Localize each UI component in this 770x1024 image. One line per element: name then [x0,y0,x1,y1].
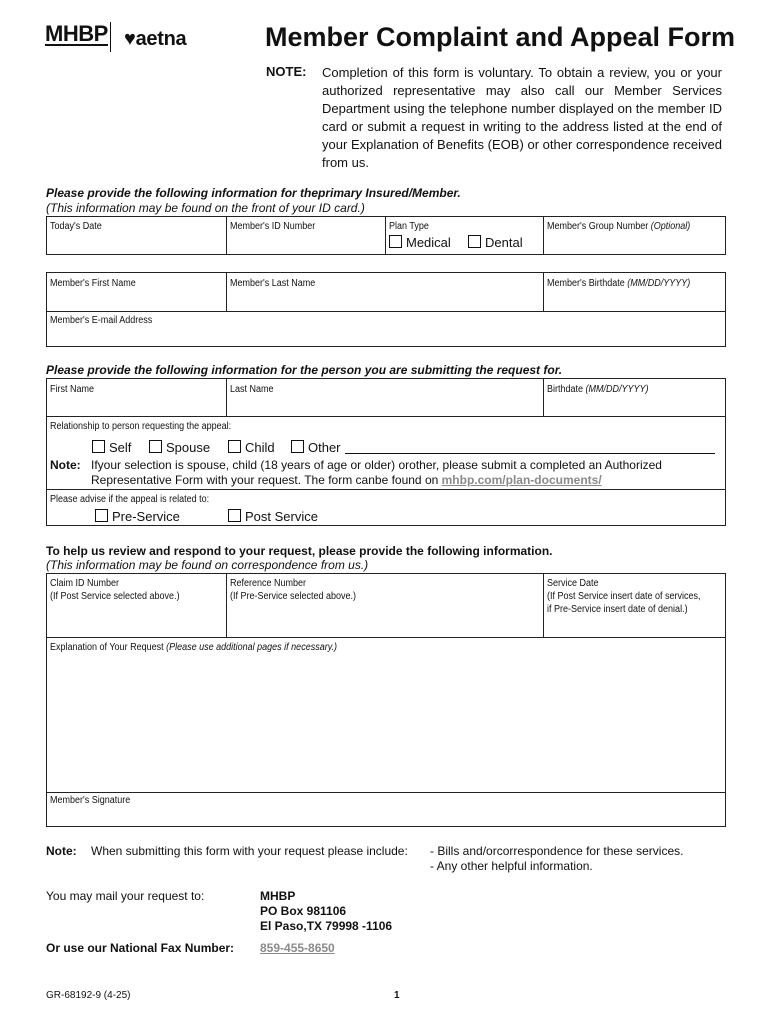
last-name-label: Last Name [230,384,274,395]
member-first-name-field[interactable] [47,273,227,311]
page-title: Member Complaint and Appeal Form [265,22,736,52]
mail-label: You may mail your request to: [46,889,205,903]
section1-subheading: (This information may be found on the front of your ID card.) [46,201,365,215]
request-details-box [46,573,726,827]
section3-subheading: (This information may be found on correspondence from us.) [46,558,369,572]
medical-option[interactable] [389,235,451,250]
explanation-label: Explanation of Your Request (Please use additional pages if necessary.) [50,642,338,653]
footer-bullet-2: - Any other helpful information. [430,859,593,873]
footer-note-text: When submitting this form with your request please include: [91,844,408,858]
address-line-1: MHBP [260,889,296,903]
self-checkbox[interactable] [92,440,105,453]
reference-number-sublabel: (If Pre-Service selected above.) [230,591,357,602]
page-number: 1 [394,990,400,1001]
medical-checkbox[interactable] [389,235,402,248]
other-checkbox[interactable] [291,440,304,453]
pre-service-option[interactable] [95,509,180,524]
service-date-sublabel2: if Pre-Service insert date of denial.) [547,604,688,615]
medical-label: Medical [406,235,451,250]
birthdate-label: Birthdate (MM/DD/YYYY) [547,384,649,395]
aetna-logo [124,28,186,51]
first-name-label: First Name [50,384,95,395]
member-id-label: Member's ID Number [230,221,316,232]
dental-checkbox[interactable] [468,235,481,248]
member-birthdate-label: Member's Birthdate (MM/DD/YYYY) [547,278,691,289]
note-text: Completion of this form is voluntary. To obtain a review, you or your authorized representative may also call our Member Services Department using the telephone number displayed on the member ID card or submit a request in writing to the address listed at the end of your Explanation of Benefits (EOB) or other correspondence received from us. [322,65,722,170]
aetna-logo-text: aetna [135,28,187,50]
spouse-option[interactable] [149,440,210,455]
section3-heading: To help us review and respond to your request, please provide the following information. [46,544,553,558]
dental-label: Dental [485,235,523,250]
other-option[interactable] [291,440,341,455]
mhbp-logo: MHBP [45,21,108,46]
claim-id-field[interactable] [47,574,227,637]
birthdate-field[interactable] [544,379,726,416]
other-input-line[interactable] [345,453,715,454]
child-checkbox[interactable] [228,440,241,453]
footer-note-label: Note: [46,844,77,858]
logo-divider [110,22,111,52]
appeal-related-label: Please advise if the appeal is related to: [50,494,210,505]
mail-address [260,889,392,934]
address-line-3: El Paso,TX 79998 -1106 [260,919,393,933]
plan-type-label: Plan Type [389,221,429,232]
post-service-option[interactable] [228,509,318,524]
spouse-label: Spouse [166,440,211,455]
member-email-field[interactable] [47,311,726,347]
member-birthdate-field[interactable] [544,273,726,311]
section2-heading: Please provide the following information for the person you are submitting the request for. [46,363,563,377]
pre-service-checkbox[interactable] [95,509,108,522]
service-date-label: Service Date [547,578,599,589]
form-code: GR-68192-9 (4-25) [46,990,131,1001]
self-label: Self [109,440,132,455]
service-date-sublabel1: (If Post Service insert date of services, [547,591,701,602]
post-service-label: Post Service [245,509,318,524]
other-label: Other [308,440,341,455]
note-label: NOTE: [266,64,307,79]
service-date-field[interactable] [544,574,726,637]
reference-number-label: Reference Number [230,578,307,589]
spouse-checkbox[interactable] [149,440,162,453]
child-label: Child [245,440,275,455]
group-number-label: Member's Group Number (Optional) [547,221,691,232]
claim-id-sublabel: (If Post Service selected above.) [50,591,180,602]
plan-type-field [386,217,544,254]
relationship-note-text: Ifyour selection is spouse, child (18 years of age or older) orother, please submit a completed an Authorized Representative Form with your request. The form canbe found on [91,458,662,487]
claim-id-label: Claim ID Number [50,578,120,589]
relationship-note-label: Note: [50,458,81,472]
request-person-box [46,378,726,526]
relationship-label: Relationship to person requesting the appeal: [50,421,232,432]
last-name-field[interactable] [227,379,544,416]
signature-field[interactable] [47,792,726,827]
signature-label: Member's Signature [50,795,131,806]
member-last-name-label: Member's Last Name [230,278,316,289]
heart-icon: ♥ [124,28,136,50]
explanation-field[interactable] [47,637,726,792]
self-option[interactable] [92,440,131,455]
post-service-checkbox[interactable] [228,509,241,522]
member-id-field[interactable] [227,217,386,254]
member-info-row2 [46,272,726,347]
plan-documents-link[interactable]: mhbp.com/plan-documents/ [441,473,602,487]
member-last-name-field[interactable] [227,273,544,311]
group-number-field[interactable] [544,217,726,254]
member-info-row1 [46,216,726,255]
footer-bullet-1: - Bills and/orcorrespondence for these services. [430,844,684,858]
relationship-note [50,458,710,488]
section1-heading: Please provide the following information for theprimary Insured/Member. [46,186,461,200]
address-line-2: PO Box 981106 [260,904,347,918]
fax-number[interactable]: 859-455-8650 [260,941,335,955]
fax-label: Or use our National Fax Number: [46,941,235,955]
dental-option[interactable] [468,235,523,250]
pre-service-label: Pre-Service [112,509,180,524]
first-name-field[interactable] [47,379,227,416]
reference-number-field[interactable] [227,574,544,637]
member-email-label: Member's E-mail Address [50,315,153,326]
member-first-name-label: Member's First Name [50,278,136,289]
todays-date-field[interactable] [47,217,227,254]
todays-date-label: Today's Date [50,221,102,232]
child-option[interactable] [228,440,275,455]
